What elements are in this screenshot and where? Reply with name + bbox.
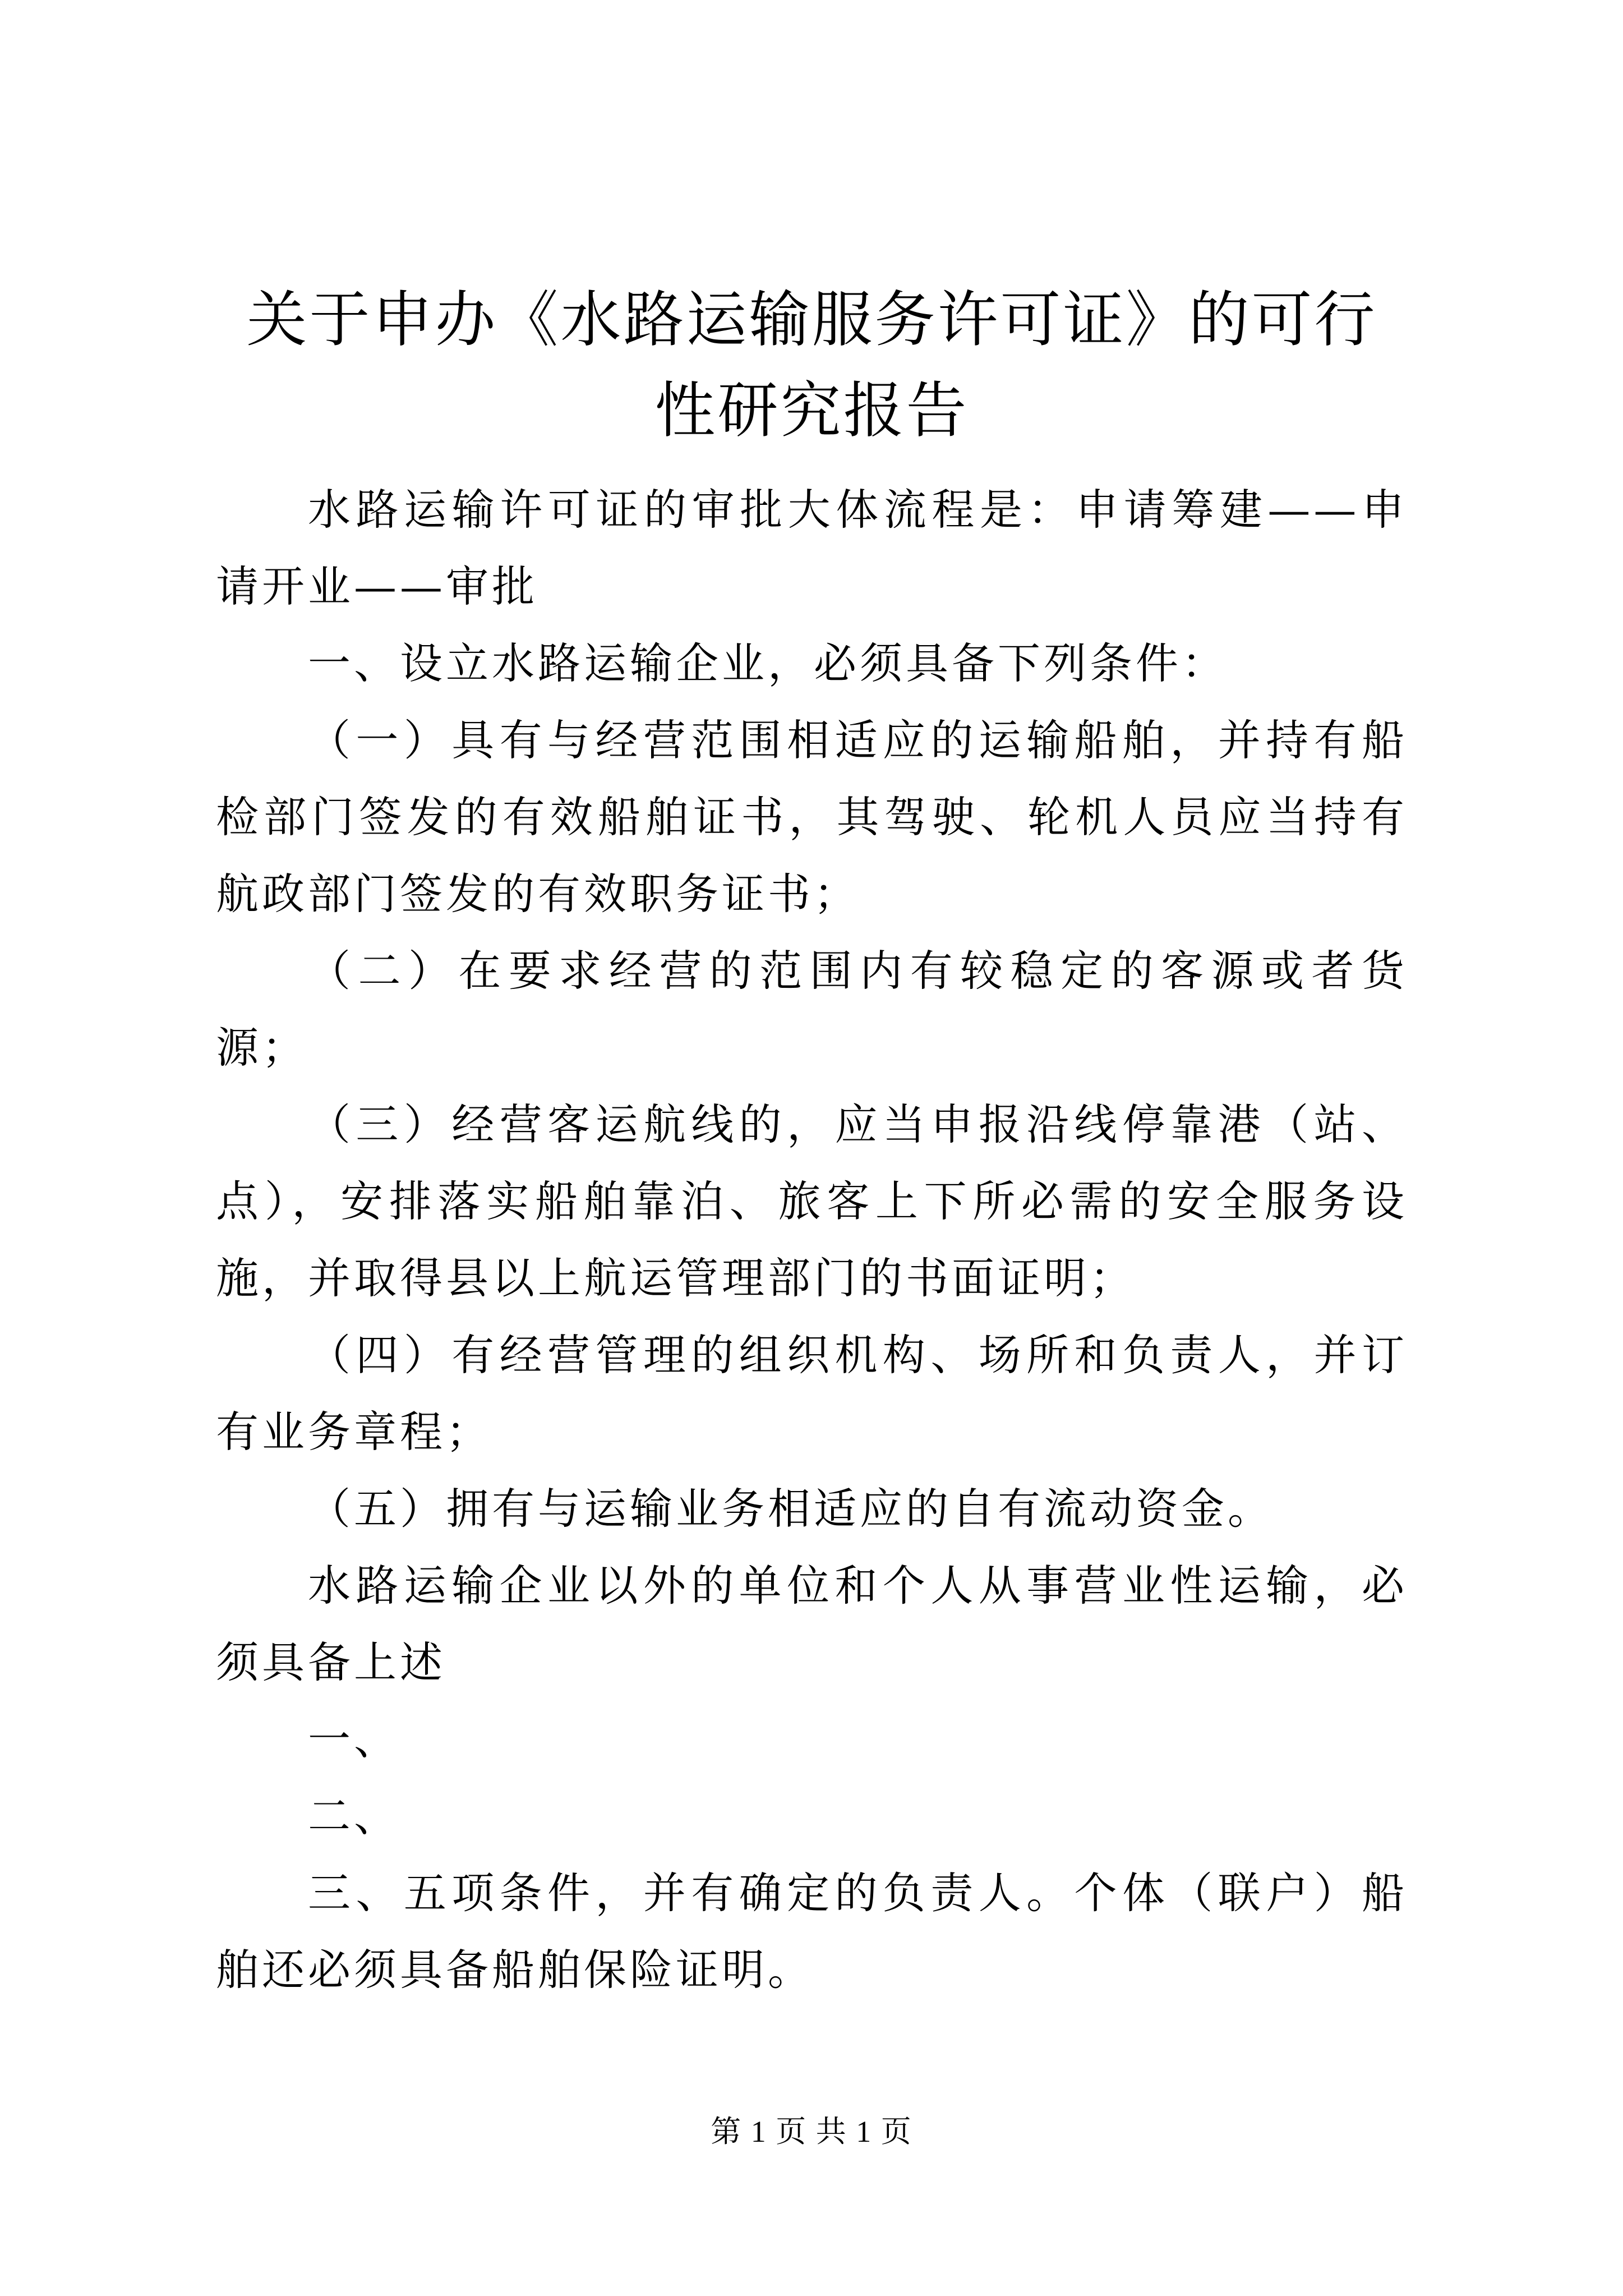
paragraph: （三）经营客运航线的，应当申报沿线停靠港（站、点），安排落实船舶靠泊、旅客上下所必需的安全服务设施，并取得县以上航运管理部门的书面证明； [216,1099,1408,1303]
document-title: 关于申办《水路运输服务许可证》的可行性研究报告 [246,285,1377,446]
paragraph: 二、 [308,1791,400,1841]
paragraph: （一）具有与经营范围相适应的运输船舶，并持有船检部门签发的有效船舶证书，其驾驶、轮机人员应当持有航政部门签发的有效职务证书； [216,715,1408,919]
paragraph: （四）有经营管理的组织机构、场所和负责人，并订有业务章程； [216,1330,1408,1457]
paragraph: 一、设立水路运输企业，必须具备下列条件： [308,638,1228,688]
paragraph: 一、 [308,1714,400,1764]
paragraph: 水路运输许可证的审批大体流程是：申请筹建——申请开业——审批 [216,485,1408,611]
document-body [216,471,1408,2008]
paragraph: （五）拥有与运输业务相适应的自有流动资金。 [308,1484,1274,1534]
page-footer: 第 1 页 共 1 页 [711,2115,912,2148]
paragraph: 水路运输企业以外的单位和个人从事营业性运输，必须具备上述 [216,1561,1408,1687]
paragraph: 三、五项条件，并有确定的负责人。个体（联户）船舶还必须具备船舶保险证明。 [216,1868,1408,1995]
paragraph: （二）在要求经营的范围内有较稳定的客源或者货源； [216,946,1408,1073]
